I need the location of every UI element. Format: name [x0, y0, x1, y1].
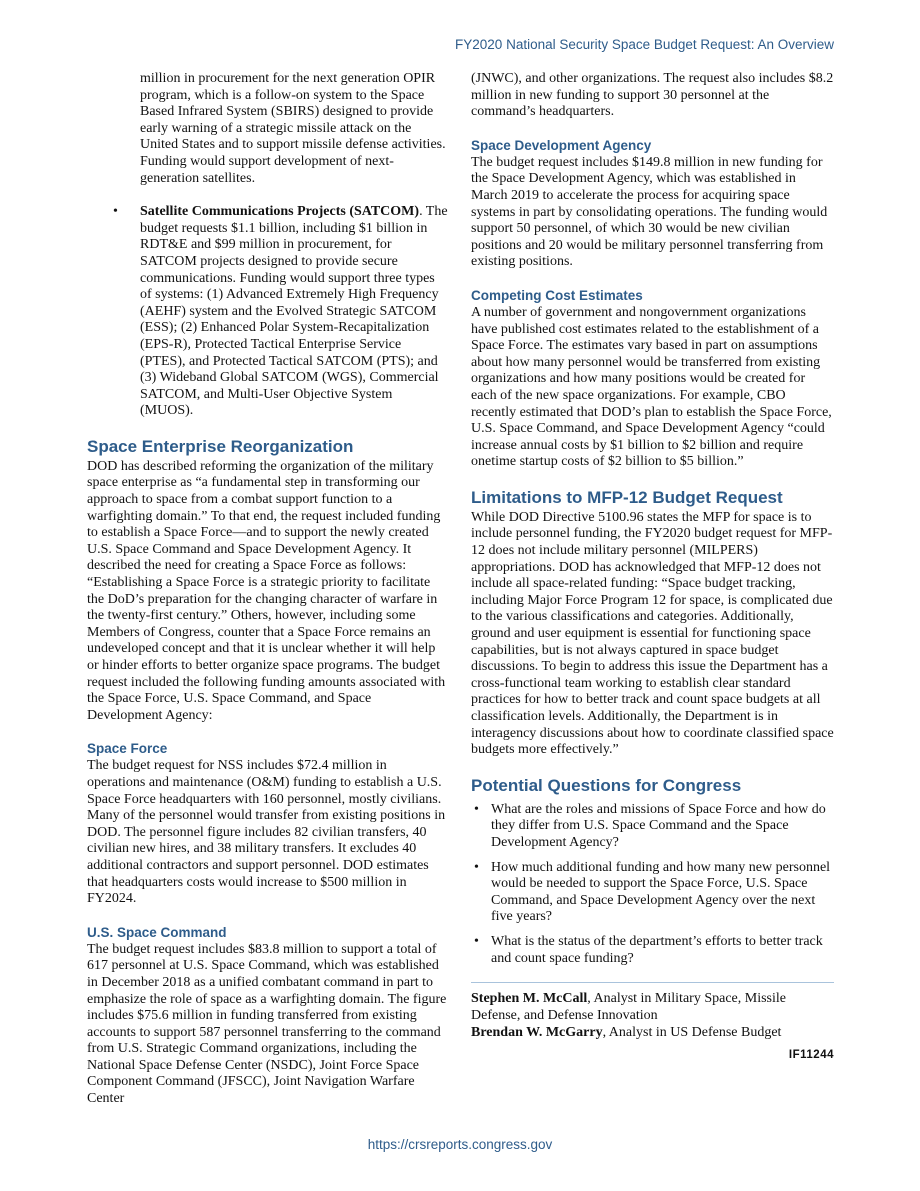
- footer-url-link[interactable]: https://crsreports.congress.gov: [367, 1137, 553, 1152]
- space-force-paragraph: The budget request for NSS includes $72.4 million in operations and maintenance (O&M) funding to establish a U.S. Space Force headquarters with 160 personnel, mostly civilians. Many of the personnel would transfer from existing positions in DOD. The personnel figure includes 82 civilian transfers, 40 civilian new hires, and 38 military transfers. It excludes 40 additional contractors and support personnel. DOD estimates that headquarters costs would increase to $500 million in FY2024.: [87, 758, 446, 907]
- list-item: [471, 934, 834, 967]
- cost-estimates-paragraph: A number of government and nongovernment organizations have published cost estimates related to the establishment of a Space Force. The estimates vary based in part on assumptions about how many personnel would be transferred from existing organizations and how many positions would be created for each of the new space organizations. For example, CBO recently estimated that DOD’s plan to establish the Space Force, U.S. Space Command, and Space Development Agency “could increase annual costs by $1 billion to $2 billion and require onetime startup costs of $2 billion to $5 billion.”: [471, 304, 832, 470]
- section-heading-reorganization: Space Enterprise Reorganization: [87, 436, 354, 456]
- satcom-text: The budget requests $1.1 billion, including $1 billion in RDT&E and $99 million in procurement, for SATCOM projects designed to provide secure communications. Funding would support three types of systems: (1) Advanced Extremely High Frequency (AEHF) system and the Evolved Strategic SATCOM (ESS); (2) Enhanced Polar System-Recapitalization (EPS-R), Protected Tactical Enterprise Service (PTES), and Protected Tactical SATCOM (PTS); and (3) Wideband Global SATCOM (WGS), Commercial SATCOM, and Multi-User Objective System (MUOS).: [140, 204, 448, 419]
- subheading-cost-estimates: Competing Cost Estimates: [471, 287, 643, 303]
- bullet-marker: •: [474, 801, 479, 817]
- sda-paragraph: The budget request includes $149.8 million in new funding for the Space Development Agency, which was established in March 2019 to accelerate the process for acquiring space systems in part by consolidating operations. The funding would support 50 personnel, of which 30 would be new civilian positions and 20 would be military personnel transferring from existing positions.: [471, 154, 828, 270]
- space-command-paragraph-continuation: (JNWC), and other organizations. The request also includes $8.2 million in new funding to support 30 personnel at the command’s headquarters.: [471, 71, 834, 120]
- bullet-marker: •: [474, 933, 479, 949]
- questions-list: [471, 802, 834, 967]
- subheading-space-development-agency: Space Development Agency: [471, 137, 652, 153]
- subheading-space-command: U.S. Space Command: [87, 924, 227, 940]
- bullet-marker: •: [113, 204, 118, 220]
- list-item: [471, 802, 834, 852]
- running-header: FY2020 National Security Space Budget Request: An Overview: [455, 37, 834, 52]
- space-command-paragraph: The budget request includes $83.8 million to support a total of 617 personnel at U.S. Space Command, which was established in December 2018 as a unified combatant command in part to emphasize the role of space as a warfighting domain. The figure includes $75.6 million in funding transferred from existing accounts to support 587 personnel transferring to the command from U.S. Strategic Command organizations, including the National Space Defense Center (NSDC), Joint Force Space Component Command (JFSCC), Joint Navigation Warfare Center: [87, 941, 447, 1107]
- opir-paragraph-continuation: million in procurement for the next generation OPIR program, which is a follow-on system to the Space Based Infrared System (SBIRS) designed to provide early warning of a strategic missile attack on the United States and to support missile defense activities. Funding would support development of next-generation satellites.: [140, 71, 446, 186]
- author-block: [471, 991, 834, 1042]
- product-id: IF11244: [788, 1048, 834, 1061]
- list-item: [471, 860, 834, 926]
- author-role: , Analyst in Military Space, Missile Defense, and Defense Innovation: [471, 991, 786, 1023]
- reorganization-paragraph: DOD has described reforming the organization of the military space enterprise as “a fundamental step in transforming our approach to space from a combat support function to a warfighting domain.” To that end, the request included funding to establish a Space Force—and to support the newly created U.S. Space Command and Space Development Agency. It described the need for creating a Space Force as follows: “Establishing a Space Force is a strategic priority to facilitate the DoD’s preparation for the changing character of warfare in the twenty-first century.” Others, however, including some Members of Congress, counter that a Space Force remains an undeveloped concept and that it is unclear whether it will help or hinder efforts to better organize space programs. The budget request included the following funding amounts associated with the Space Force, U.S. Space Command, and Space Development Agency:: [87, 458, 446, 723]
- author-name: Brendan W. McGarry: [471, 1025, 603, 1041]
- satcom-title: Satellite Communications Projects (SATCOM): [140, 204, 420, 220]
- left-column: [87, 71, 448, 1108]
- author-line: [471, 1025, 834, 1042]
- author-divider: [471, 982, 834, 983]
- subheading-space-force: Space Force: [87, 741, 168, 757]
- question-text: What is the status of the department’s efforts to better track and count space funding?: [491, 933, 823, 966]
- question-text: What are the roles and missions of Space Force and how do they differ from U.S. Space Command and the Space Development Agency?: [491, 801, 826, 850]
- right-column: [471, 71, 834, 1064]
- question-text: How much additional funding and how many new personnel would be needed to support the Space Force, U.S. Space Command, and Space Development Agency over the next five years?: [491, 859, 831, 925]
- author-role: , Analyst in US Defense Budget: [602, 1025, 782, 1041]
- author-line: [471, 991, 834, 1024]
- section-heading-limitations: Limitations to MFP-12 Budget Request: [471, 487, 783, 507]
- section-heading-questions: Potential Questions for Congress: [471, 775, 742, 795]
- limitations-paragraph: While DOD Directive 5100.96 states the MFP for space is to include personnel funding, the FY2020 budget request for MFP-12 does not include military personnel (MILPERS) appropriations. DOD has acknowledged that MFP-12 does not include all space-related funding: “Space budget tracking, including Major Force Program 12 for space, is complicated due to the various classifications and categories. Additionally, ground and user equipment is essential for functioning space capabilities, but is not always captured in space budget discussions. To begin to address this issue the Department has a cross-functional team working to establish clear standard practices for how to better track and count space budgets at all classification levels. Additionally, the Department is in interagency discussions about how to coordinate classified space budgets more effectively.”: [471, 509, 834, 758]
- author-name: Stephen M. McCall: [471, 991, 588, 1007]
- satcom-title-suffix: .: [419, 204, 423, 220]
- bullet-marker: •: [474, 859, 479, 875]
- satcom-bullet-body: [140, 204, 448, 420]
- satcom-bullet: [87, 204, 448, 420]
